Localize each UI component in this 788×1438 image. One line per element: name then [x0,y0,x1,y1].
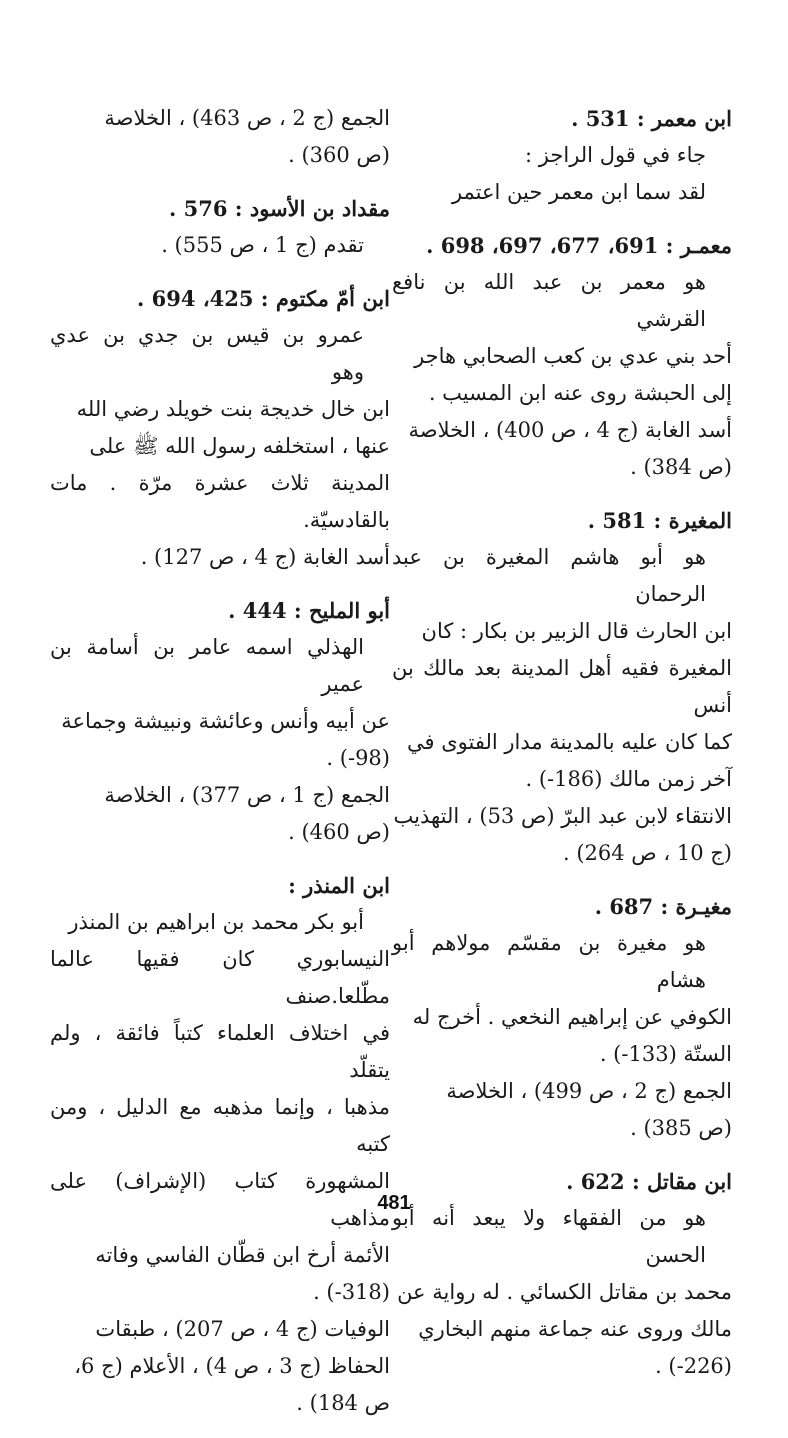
entry-text-line: الوفيات (ج 4 ، ص 207) ، طبقات [95,1317,390,1341]
entry-text-line: هو من الفقهاء ولا يبعد أنه أبو الحسن [392,1206,706,1267]
page-number: 481 [377,1192,411,1214]
entry-text-line: آخر زمن مالك (186-) . [525,767,732,791]
entry-text-line: الهذلي اسمه عامر بن أسامة بن عمير [50,635,364,696]
entry-page-refs: 581 . [587,508,647,533]
entry-text-line: الانتقاء لابن عبد البرّ (ص 53) ، التهذيب [393,804,732,828]
entry-text-line: (ص 384) . [630,455,732,479]
entry-text-line: هو معمر بن عبد الله بن نافع القرشي [392,270,706,331]
entry-gap [50,582,390,592]
entry-text-line: هو مغيرة بن مقسّم مولاهم أبو هشام [392,931,706,992]
entry-gap [392,1391,732,1401]
entry-heading [392,502,732,539]
entry-heading [392,227,732,264]
entry-page-refs: 576 . [169,196,228,221]
entry-page-refs: 687 . [594,894,654,919]
entry-text-line: (ص 360) . [288,143,390,167]
entry-text-line: ابن الحارث قال الزبير بن بكار : كان [421,619,732,643]
entry-text-line: (ج 10 ، ص 264) . [562,841,732,865]
entry-page-refs: 444 . [228,598,287,623]
entry-text-line: الكوفي عن إبراهيم النخعي . أخرج له [412,1005,732,1029]
entry-text-line: عنها ، استخلفه رسول الله ﷺ على [89,434,390,458]
entry-text-line: إلى الحبشة روى عنه ابن المسيب . [428,381,732,405]
entry-text-line: كما كان عليه بالمدينة مدار الفتوى في [407,730,732,754]
entry-text-line: مالك وروى عنه جماعة منهم البخاري [418,1317,732,1341]
entry-text-line: عمرو بن قيس بن جدي بن عدي وهو [50,323,364,384]
biography-entry [50,592,390,851]
entry-text-line: (98-) . [326,746,390,770]
entry-text-line: أبو بكر محمد بن ابراهيم بن المنذر [68,910,364,934]
entry-text-line: ص 184) . [296,1391,390,1415]
entry-heading [50,190,390,227]
entry-text-line: مذهبا ، وإنما مذهبه مع الدليل ، ومن كتبه [50,1095,390,1156]
left-column [50,100,390,1438]
entry-name: أبو المليح : [293,598,390,623]
entry-name: ابن مقاتل : [631,1169,732,1194]
entry-name: مغيـرة : [660,894,732,919]
entry-gap [50,270,390,280]
biography-entry [392,502,732,872]
entry-text-line: تقدم (ج 1 ، ص 555) . [161,233,364,257]
entry-name: المغيرة : [653,508,732,533]
entry-text-line: (226-) . [655,1354,732,1378]
entry-text-line: الجمع (ج 2 ، ص 463) ، الخلاصة [104,106,390,130]
entry-heading [392,888,732,925]
biography-entry [50,100,390,174]
entry-text-line: (ص 385) . [630,1116,732,1140]
entry-name: معمـر : [665,233,732,258]
biography-entry [392,888,732,1147]
entry-page-refs: 531 . [571,106,630,131]
entry-name: ابن أمّ مكتوم : [260,286,390,311]
entry-text-line: الستّة (133-) . [599,1042,732,1066]
biography-entry [392,227,732,486]
biography-entry [50,867,390,1422]
entry-gap [392,878,732,888]
entry-text-line: أسد الغابة (ج 4 ، ص 127) . [140,545,390,569]
entry-text-line: الأئمة أرخ ابن قطّان الفاسي وفاته [95,1243,390,1267]
entry-page-refs: 691، 677، 697، 698 . [426,233,659,258]
entry-gap [392,492,732,502]
entry-text-line: لقد سما ابن معمر حين اعتمر [451,180,706,204]
entry-gap [50,1428,390,1438]
entry-heading [50,867,390,904]
entry-text-line: عن أبيه وأنس وعائشة ونبيشة وجماعة [61,709,390,733]
entry-heading [50,280,390,317]
entry-text-line: هو أبو هاشم المغيرة بن عبد الرحمان [392,545,706,606]
biography-entry [50,280,390,576]
entry-text-line: المدينة ثلاث عشرة مرّة . مات بالقادسيّة. [50,471,390,532]
entry-page-refs: 425، 694 . [137,286,254,311]
entry-gap [50,857,390,867]
biography-entry [50,190,390,264]
biography-entry [392,100,732,211]
entry-text-line: الجمع (ج 2 ، ص 499) ، الخلاصة [446,1079,732,1103]
entry-gap [392,1153,732,1163]
entry-gap [392,217,732,227]
entry-name: مقداد بن الأسود : [234,196,390,221]
entry-heading [50,592,390,629]
entry-text-line: الجمع (ج 1 ، ص 377) ، الخلاصة [104,783,390,807]
entry-text-line: (ص 460) . [288,820,390,844]
entry-gap [50,180,390,190]
entry-text-line: المشهورة كتاب (الإشراف) على مذاهب [50,1169,390,1230]
entry-text-line: أسد الغابة (ج 4 ، ص 400) ، الخلاصة [408,418,732,442]
entry-text-line: جاء في قول الراجز : [525,143,706,167]
entry-heading [392,100,732,137]
entry-text-line: ابن خال خديجة بنت خويلد رضي الله [76,397,390,421]
entry-text-line: محمد بن مقاتل الكسائي . له رواية عن [397,1280,732,1304]
entry-text-line: (318-) . [313,1280,390,1304]
entry-text-line: في اختلاف العلماء كتباً فائقة ، ولم يتقلّد [50,1021,390,1082]
entry-text-line: الحفاظ (ج 3 ، ص 4) ، الأعلام (ج 6، [74,1354,390,1378]
entry-text-line: النيسابوري كان فقيها عالما مطّلعا.صنف [50,947,390,1008]
entry-text-line: أحد بني عدي بن كعب الصحابي هاجر [414,344,732,368]
entry-name: ابن المنذر : [288,873,390,898]
entry-page-refs: 622 . [566,1169,625,1194]
entry-name: ابن معمر : [636,106,732,131]
entry-text-line: المغيرة فقيه أهل المدينة بعد مالك بن أنس [392,656,732,717]
